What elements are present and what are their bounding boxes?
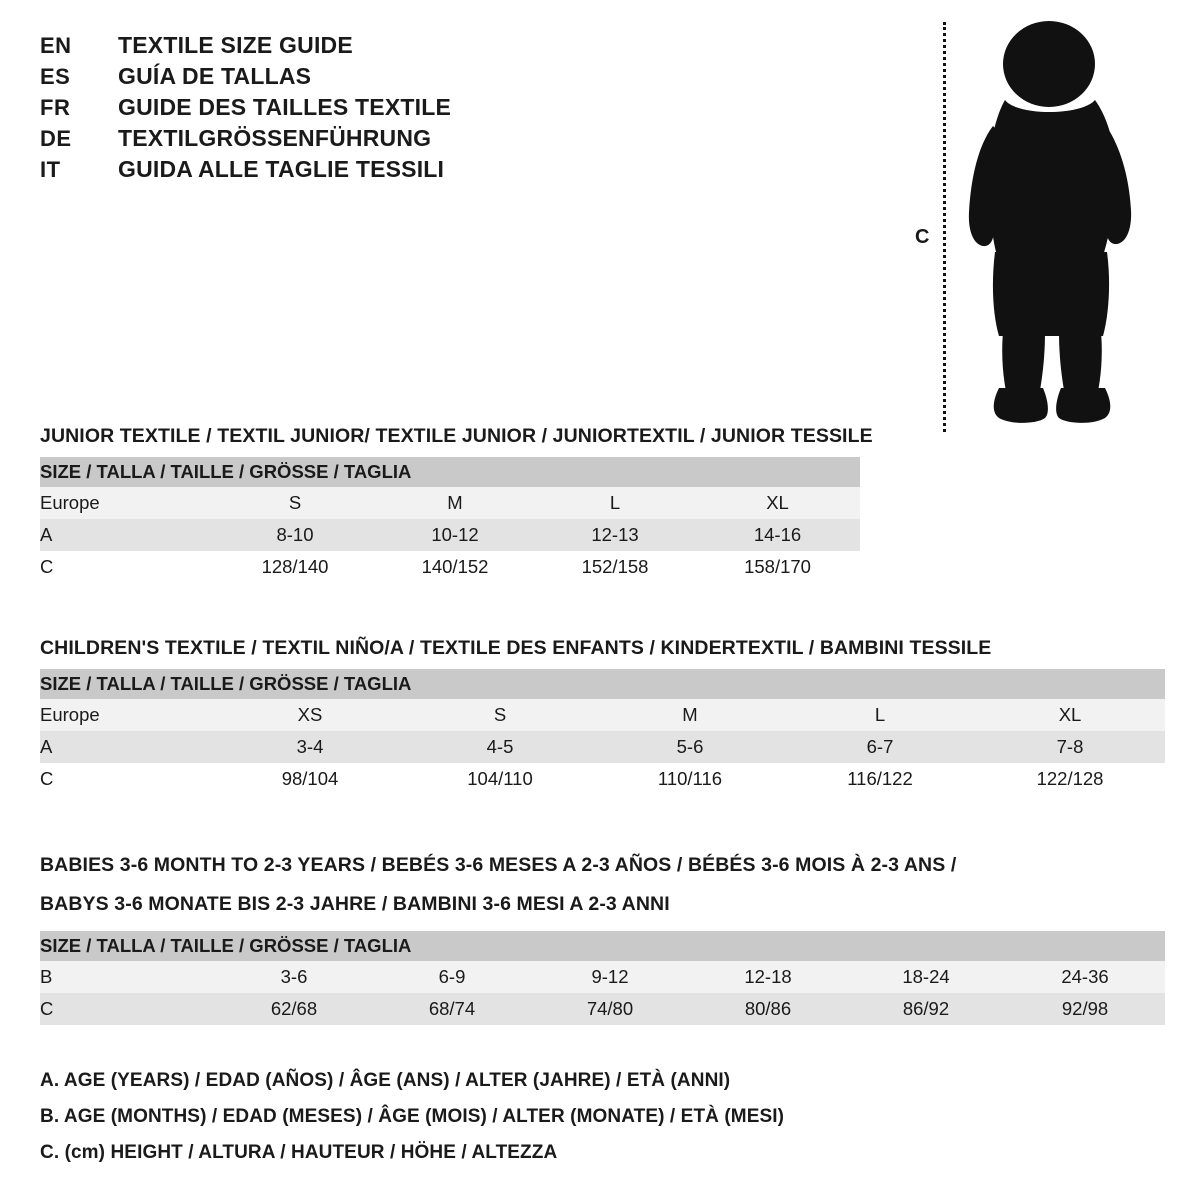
cell-value: 6-7 [785,731,975,763]
size-band-label-babies: SIZE / TALLA / TAILLE / GRÖSSE / TAGLIA [40,931,1165,961]
table-row [40,457,860,487]
cell-value: 3-4 [215,731,405,763]
row-label-europe: Europe [40,699,215,731]
cell-value: S [405,699,595,731]
cell-value: L [535,487,695,519]
cell-value: M [375,487,535,519]
size-band-label-children: SIZE / TALLA / TAILLE / GRÖSSE / TAGLIA [40,669,1165,699]
table-row [40,699,1165,731]
legend-item-c: C. (cm) HEIGHT / ALTURA / HAUTEUR / HÖHE / ALTEZZA [40,1142,558,1163]
cell-value: 116/122 [785,763,975,795]
table-row [40,487,860,519]
header-row [40,32,600,59]
row-label-europe: Europe [40,487,215,519]
cell-value: 18-24 [847,961,1005,993]
cell-value: 92/98 [1005,993,1165,1025]
row-label-a: A [40,519,215,551]
header-row [40,125,600,152]
language-code-en: EN [40,33,72,58]
section-babies-textile [40,850,1165,1025]
size-band-label-junior: SIZE / TALLA / TAILLE / GRÖSSE / TAGLIA [40,457,860,487]
table-row [40,993,1165,1025]
section-children-textile [40,637,1165,795]
language-code-it: IT [40,157,61,182]
cell-value: 3-6 [215,961,373,993]
cell-value: 110/116 [595,763,785,795]
cell-value: XL [975,699,1165,731]
table-row [40,669,1165,699]
cell-value: S [215,487,375,519]
table-row [40,763,1165,795]
figure-height-label: C [915,226,930,248]
legend-item-b: B. AGE (MONTHS) / EDAD (MESES) / ÂGE (MOIS) / ALTER (MONATE) / ETÀ (MESI) [40,1106,785,1127]
row-label-a: A [40,731,215,763]
height-dashed-line [943,22,946,432]
section-title-children: CHILDREN'S TEXTILE / TEXTIL NIÑO/A / TEXTILE DES ENFANTS / KINDERTEXTIL / BAMBINI TESSILE [40,637,992,659]
cell-value: 6-9 [373,961,531,993]
row-label-b: B [40,961,215,993]
cell-value: 128/140 [215,551,375,583]
cell-value: 104/110 [405,763,595,795]
language-code-es: ES [40,64,71,89]
language-code-de: DE [40,126,72,151]
cell-value: XS [215,699,405,731]
language-code-fr: FR [40,95,71,120]
table-row [40,551,860,583]
cell-value: L [785,699,975,731]
cell-value: 152/158 [535,551,695,583]
header-row [40,94,600,121]
measurement-figure [905,8,1165,428]
header-title-de: TEXTILGRÖSSENFÜHRUNG [118,125,432,151]
section-title-babies-line2: BABYS 3-6 MONATE BIS 2-3 JAHRE / BAMBINI 3-6 MESI A 2-3 ANNI [40,893,670,915]
cell-value: 86/92 [847,993,1005,1025]
cell-value: M [595,699,785,731]
cell-value: 68/74 [373,993,531,1025]
header-title-es: GUÍA DE TALLAS [118,63,312,89]
child-silhouette-icon [953,16,1153,431]
table-junior-sizes [40,457,860,583]
table-row [40,961,1165,993]
cell-value: 14-16 [695,519,860,551]
section-junior-textile [40,425,873,583]
cell-value: 8-10 [215,519,375,551]
cell-value: 74/80 [531,993,689,1025]
row-label-c: C [40,993,215,1025]
table-row [40,931,1165,961]
cell-value: 4-5 [405,731,595,763]
cell-value: 12-13 [535,519,695,551]
table-children-sizes [40,669,1165,795]
section-title-babies-line1: BABIES 3-6 MONTH TO 2-3 YEARS / BEBÉS 3-6 MESES A 2-3 AÑOS / BÉBÉS 3-6 MOIS À 2-3 ANS / [40,854,957,876]
section-title-junior: JUNIOR TEXTILE / TEXTIL JUNIOR/ TEXTILE JUNIOR / JUNIORTEXTIL / JUNIOR TESSILE [40,425,873,447]
cell-value: 62/68 [215,993,373,1025]
cell-value: 98/104 [215,763,405,795]
cell-value: 12-18 [689,961,847,993]
cell-value: 80/86 [689,993,847,1025]
cell-value: 7-8 [975,731,1165,763]
header-title-fr: GUIDE DES TAILLES TEXTILE [118,94,451,120]
cell-value: 5-6 [595,731,785,763]
cell-value: 9-12 [531,961,689,993]
cell-value: 122/128 [975,763,1165,795]
legend-measurement-keys [40,1070,784,1178]
cell-value: 24-36 [1005,961,1165,993]
table-row [40,731,1165,763]
table-row [40,519,860,551]
cell-value: 158/170 [695,551,860,583]
cell-value: 140/152 [375,551,535,583]
header-title-en: TEXTILE SIZE GUIDE [118,32,353,58]
row-label-c: C [40,551,215,583]
cell-value: XL [695,487,860,519]
header-row [40,156,600,183]
table-babies-sizes [40,931,1165,1025]
header-row [40,63,600,90]
legend-item-a: A. AGE (YEARS) / EDAD (AÑOS) / ÂGE (ANS) / ALTER (JAHRE) / ETÀ (ANNI) [40,1070,731,1091]
header-title-it: GUIDA ALLE TAGLIE TESSILI [118,156,445,182]
header-language-list [40,32,600,187]
row-label-c: C [40,763,215,795]
cell-value: 10-12 [375,519,535,551]
